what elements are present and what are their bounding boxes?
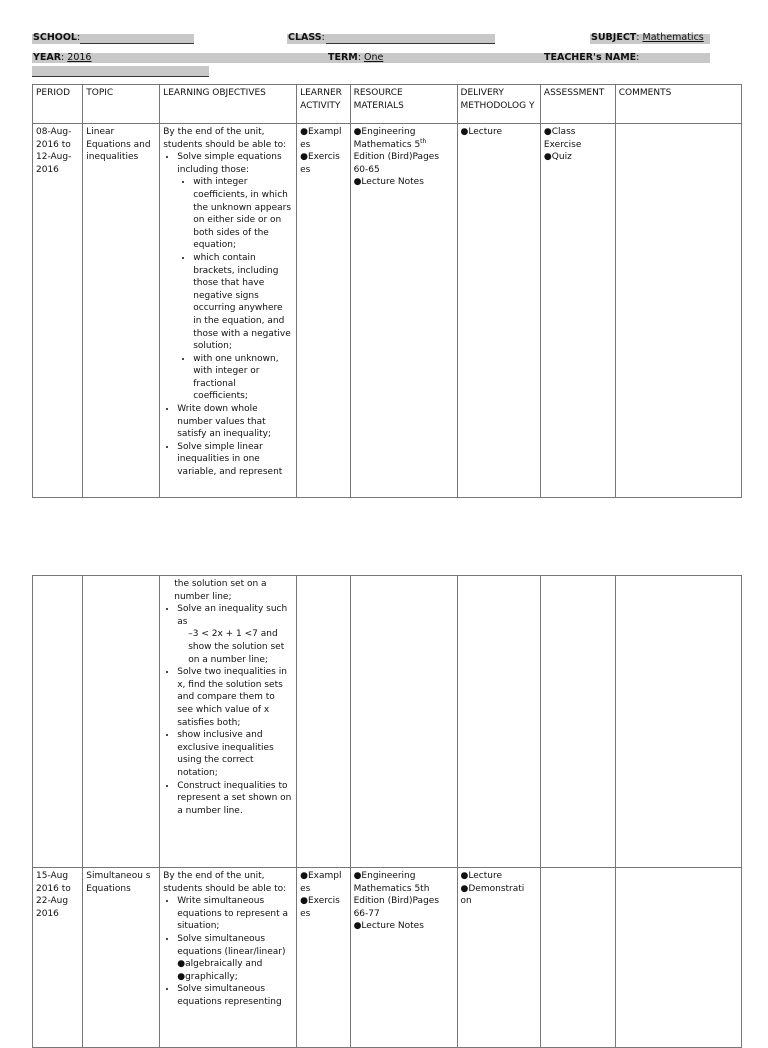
teacher-underline bbox=[32, 76, 209, 77]
delivery-item: ●Lecture bbox=[460, 871, 502, 881]
assessment-cell bbox=[540, 124, 615, 498]
resource-item: ●Engineering Mathematics 5th Edition (Bird)Pages 60-65 bbox=[353, 127, 440, 175]
delivery-cell bbox=[457, 124, 540, 498]
objectives-intro: By the end of the unit, students should be able to: bbox=[163, 871, 287, 894]
activity-item: ●Exampl es bbox=[300, 871, 342, 894]
delivery-item: ●Lecture bbox=[460, 127, 502, 137]
objectives-cell bbox=[160, 576, 297, 868]
list-item: • Solve simple equations including those: • with integer coefficients, in which the unknown appears on either side or on both sides of the equation; • which contain brackets, including those that have negative signs occurring anywhere in the equation, and those with a negative solution; • with one unknown, with integer or fractional coefficients; bbox=[177, 151, 293, 403]
topic-cell bbox=[83, 576, 160, 868]
period-cell: 15-Aug 2016 to 22-Aug 2016 bbox=[33, 868, 83, 1048]
table-header-row bbox=[33, 85, 742, 124]
year-label: YEAR: 2016 bbox=[33, 52, 92, 63]
year-value: 2016 bbox=[67, 52, 92, 63]
teacher-field-shading bbox=[32, 66, 209, 76]
activity-cell bbox=[297, 868, 350, 1048]
resource-item: ●Lecture Notes bbox=[353, 177, 424, 188]
list-item: • Solve simultaneous equations representing bbox=[177, 983, 293, 1008]
assessment-item: ●Quiz bbox=[543, 152, 572, 163]
list-item: • Solve simple linear inequalities in one variable, and represent bbox=[177, 441, 293, 479]
column-header: TOPIC bbox=[83, 85, 160, 124]
table-row bbox=[33, 576, 742, 868]
school-label: SCHOOL: bbox=[33, 32, 81, 43]
school-underline bbox=[80, 43, 194, 44]
activity-cell bbox=[297, 124, 350, 498]
list-item: • Construct inequalities to represent a set shown on a number line. bbox=[177, 780, 293, 818]
column-header: LEARNER ACTIVITY bbox=[297, 85, 350, 124]
topic-cell: Simultaneou s Equations bbox=[83, 868, 160, 1048]
delivery-cell bbox=[457, 576, 540, 868]
list-item: • which contain brackets, including those that have negative signs occurring anywhere in the equation, and those with a negative solution; bbox=[193, 252, 293, 353]
comments-cell bbox=[615, 124, 741, 498]
term-label: TERM: One bbox=[328, 52, 384, 63]
subject-value: Mathematics bbox=[642, 32, 704, 43]
activity-item: ●Exercis es bbox=[300, 896, 340, 919]
topic-cell: Linear Equations and inequalities bbox=[83, 124, 160, 498]
inequality-example: –3 < 2x + 1 <7 and show the solution set on a number line; bbox=[188, 629, 285, 665]
period-cell: 08-Aug-2016 to 12-Aug-2016 bbox=[33, 124, 83, 498]
list-item: • with integer coefficients, in which the unknown appears on either side or on both sides of the equation; bbox=[193, 176, 293, 252]
list-item: • Solve an inequality such as –3 < 2x + 1 <7 and show the solution set on a number line; bbox=[177, 603, 293, 666]
column-header: COMMENTS bbox=[615, 85, 741, 124]
activity-item: ●Exampl es bbox=[300, 127, 342, 150]
subject-label: SUBJECT: Mathematics bbox=[591, 32, 704, 43]
column-header: PERIOD bbox=[33, 85, 83, 124]
objectives-cell bbox=[160, 868, 297, 1048]
class-underline bbox=[326, 43, 495, 44]
objectives-continuation: the solution set on a number line; bbox=[174, 579, 267, 602]
teacher-label: TEACHER's NAME: bbox=[544, 52, 640, 63]
list-item: • Write down whole number values that satisfy an inequality; bbox=[177, 403, 293, 441]
delivery-cell bbox=[457, 868, 540, 1048]
comments-cell bbox=[615, 868, 741, 1048]
activity-item: ●Exercis es bbox=[300, 152, 340, 175]
comments-cell bbox=[615, 576, 741, 868]
table-row bbox=[33, 124, 742, 498]
list-item: • show inclusive and exclusive inequalities using the correct notation; bbox=[177, 729, 293, 779]
assessment-cell bbox=[540, 576, 615, 868]
assessment-item: ●Class Exercise bbox=[543, 127, 582, 150]
column-header: DELIVERY METHODOLOG Y bbox=[457, 85, 540, 124]
column-header: LEARNING OBJECTIVES bbox=[160, 85, 297, 124]
period-cell bbox=[33, 576, 83, 868]
resource-item: ●Lecture Notes bbox=[353, 921, 424, 932]
column-header: ASSESSMENT bbox=[540, 85, 615, 124]
list-item: • Write simultaneous equations to represent a situation; bbox=[177, 895, 293, 933]
list-item: • with one unknown, with integer or fractional coefficients; bbox=[193, 353, 293, 403]
table-row bbox=[33, 868, 742, 1048]
list-item: • Solve two inequalities in x, find the solution sets and compare them to see which value of x satisfies both; bbox=[177, 666, 293, 729]
resources-cell bbox=[350, 868, 457, 1048]
assessment-cell bbox=[540, 868, 615, 1048]
activity-cell bbox=[297, 576, 350, 868]
scheme-of-work-table-continued bbox=[32, 575, 742, 1048]
objectives-cell bbox=[160, 124, 297, 498]
delivery-item: ●Demonstrati on bbox=[460, 883, 525, 907]
column-header: RESOURCE MATERIALS bbox=[350, 85, 457, 124]
objectives-intro: By the end of the unit, students should be able to: bbox=[163, 127, 287, 150]
scheme-of-work-table bbox=[32, 84, 742, 498]
resources-cell bbox=[350, 576, 457, 868]
resources-cell bbox=[350, 124, 457, 498]
resource-item: ●Engineering Mathematics 5th Edition (Bird)Pages 66-77 bbox=[353, 871, 440, 919]
term-value: One bbox=[363, 52, 384, 63]
list-item: • Solve simultaneous equations (linear/linear) ●algebraically and ●graphically; bbox=[177, 933, 293, 983]
class-label: CLASS: bbox=[288, 32, 325, 43]
